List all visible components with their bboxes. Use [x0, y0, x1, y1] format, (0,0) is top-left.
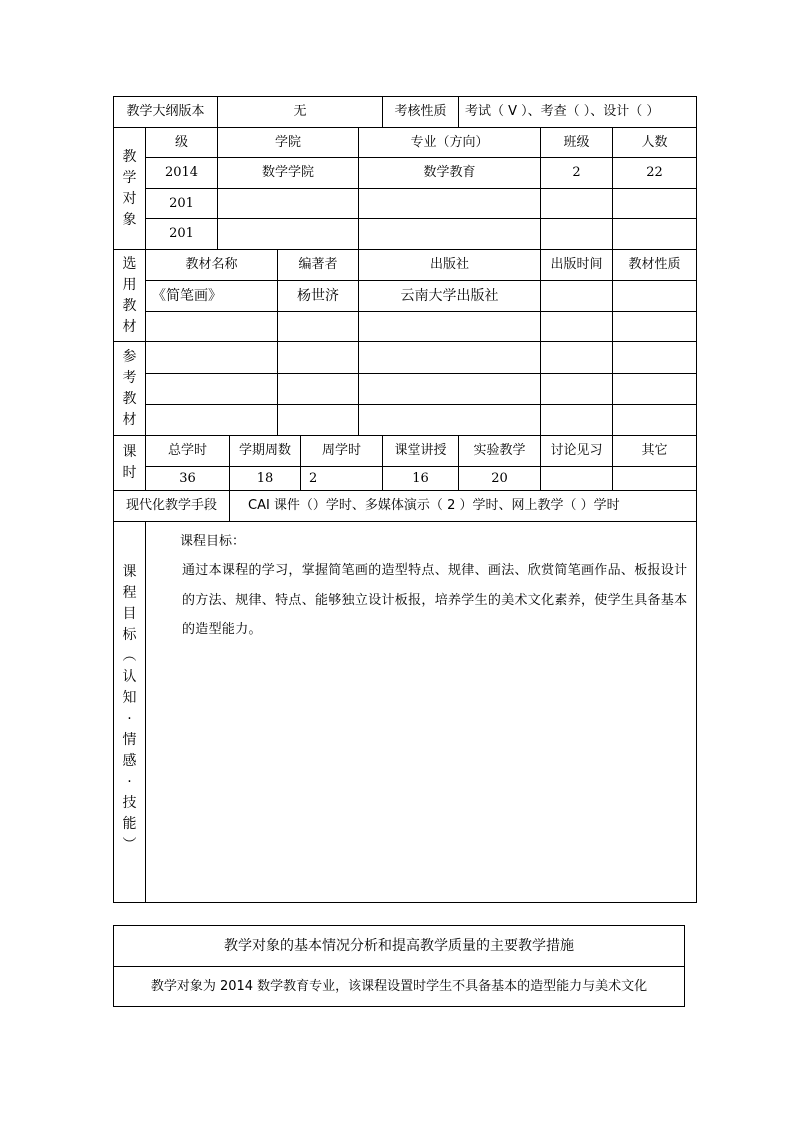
hours-value: [612, 466, 697, 491]
hours-header-weekly: 周学时: [300, 435, 383, 467]
reference-cell: [540, 404, 613, 436]
textbook-header-date: 出版时间: [540, 249, 613, 281]
hours-header-weeks: 学期周数: [229, 435, 301, 467]
textbook-cell: 《简笔画》: [145, 280, 278, 312]
reference-cell: [277, 341, 359, 374]
reference-cell: [145, 404, 278, 436]
reference-cell: [612, 373, 697, 405]
target-header-class: 班级: [540, 127, 613, 158]
reference-cell: [358, 404, 541, 436]
reference-cell: [540, 373, 613, 405]
reference-cell: [145, 373, 278, 405]
target-header-count: 人数: [612, 127, 697, 158]
target-cell: [612, 218, 697, 250]
hours-value: 2: [300, 466, 383, 491]
hours-value: 18: [229, 466, 301, 491]
target-cell: [358, 218, 541, 250]
hours-value: 20: [458, 466, 541, 491]
modern-means-value: CAI 课件（）学时、多媒体演示（ 2 ）学时、网上教学（ ）学时: [229, 490, 697, 522]
textbook-cell: 杨世济: [277, 280, 359, 312]
target-cell: [217, 218, 359, 250]
textbook-cell: [358, 311, 541, 342]
textbook-cell: 云南大学出版社: [358, 280, 541, 312]
hours-header-lecture: 课堂讲授: [382, 435, 459, 467]
textbook-cell: [540, 280, 613, 312]
syllabus-version-value: 无: [217, 96, 383, 128]
analysis-title: 教学对象的基本情况分析和提高教学质量的主要教学措施: [113, 925, 685, 967]
target-header-major: 专业（方向）: [358, 127, 541, 158]
target-cell: [217, 188, 359, 219]
hours-header-discussion: 讨论见习: [540, 435, 613, 467]
textbook-header-type: 教材性质: [612, 249, 697, 281]
reference-cell: [612, 341, 697, 374]
target-cell: 2: [540, 157, 613, 189]
target-cell: 201: [145, 188, 218, 219]
target-side-label: 教 学 对 象: [113, 127, 146, 250]
hours-side-label: 课 时: [113, 435, 146, 491]
exam-type-value: 考试（ Ⅴ ）、考查（ ）、设计（ ）: [458, 96, 697, 128]
target-cell: [358, 188, 541, 219]
textbook-header-author: 编著者: [277, 249, 359, 281]
analysis-text: 教学对象为 2014 数学教育专业，该课程设置时学生不具备基本的造型能力与美术文化: [113, 966, 685, 1007]
target-cell: [540, 188, 613, 219]
reference-cell: [358, 341, 541, 374]
reference-cell: [277, 404, 359, 436]
target-cell: [612, 188, 697, 219]
target-header-college: 学院: [217, 127, 359, 158]
hours-value: 36: [145, 466, 230, 491]
target-cell: 2014: [145, 157, 218, 189]
textbook-header-publisher: 出版社: [358, 249, 541, 281]
textbook-cell: [612, 280, 697, 312]
target-cell: 22: [612, 157, 697, 189]
reference-cell: [145, 341, 278, 374]
reference-cell: [277, 373, 359, 405]
hours-header-other: 其它: [612, 435, 697, 467]
reference-side-label: 参 考 教 材: [113, 341, 146, 436]
goals-side-label: 课 程 目 标 ︵ 认 知 · 情 感 · 技 能 ︶: [113, 521, 146, 903]
textbook-cell: [277, 311, 359, 342]
goals-text: 通过本课程的学习，掌握简笔画的造型特点、规律、画法、欣赏简笔画作品、板报设计的方法、规律、特点、能够独立设计板报，培养学生的美术文化素养，使学生具备基本的造型能力。: [182, 563, 688, 637]
reference-cell: [612, 404, 697, 436]
hours-value: [540, 466, 613, 491]
hours-header-total: 总学时: [145, 435, 230, 467]
target-cell: [540, 218, 613, 250]
modern-means-label: 现代化教学手段: [113, 490, 230, 522]
textbook-side-label: 选 用 教 材: [113, 249, 146, 342]
goals-title: 课程目标：: [180, 534, 246, 549]
reference-cell: [358, 373, 541, 405]
hours-value: 16: [382, 466, 459, 491]
target-cell: 数学学院: [217, 157, 359, 189]
hours-header-lab: 实验教学: [458, 435, 541, 467]
target-cell: 201: [145, 218, 218, 250]
textbook-header-name: 教材名称: [145, 249, 278, 281]
target-header-grade: 级: [145, 127, 218, 158]
textbook-cell: [612, 311, 697, 342]
textbook-cell: [145, 311, 278, 342]
syllabus-version-label: 教学大纲版本: [113, 96, 218, 128]
target-cell: 数学教育: [358, 157, 541, 189]
exam-type-label: 考核性质: [382, 96, 459, 128]
textbook-cell: [540, 311, 613, 342]
reference-cell: [540, 341, 613, 374]
